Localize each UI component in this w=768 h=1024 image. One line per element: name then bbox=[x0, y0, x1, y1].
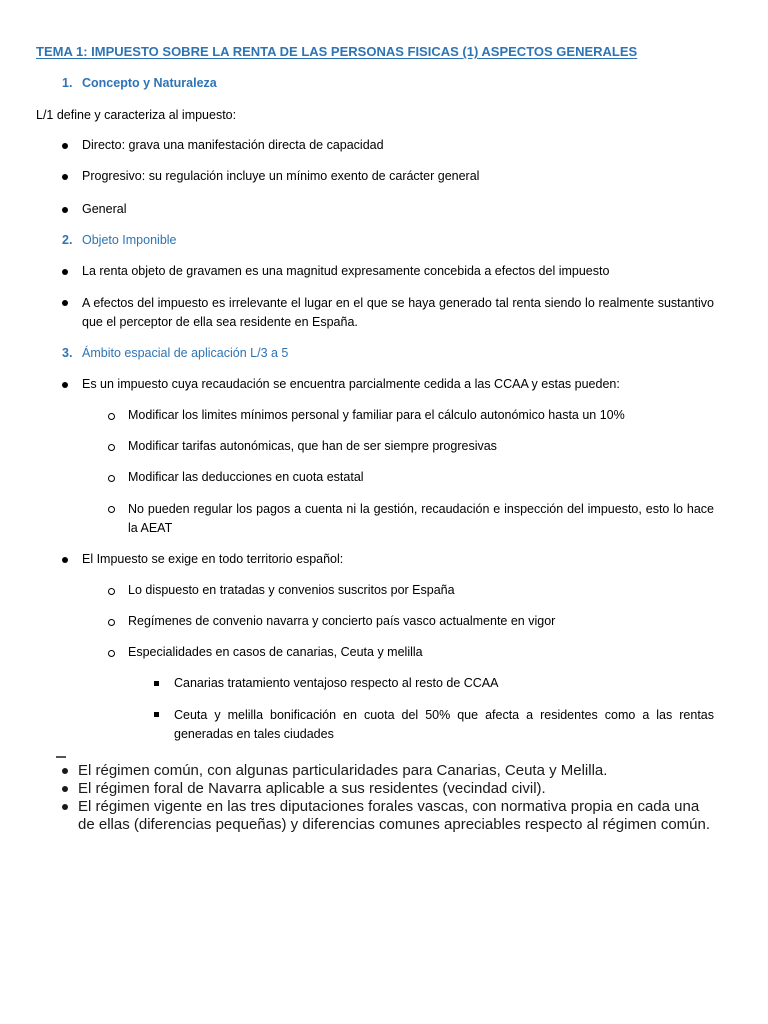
s3-sub1-item-3: Modificar las deducciones en cuota estatal bbox=[128, 470, 364, 484]
scanned-item bbox=[56, 798, 716, 834]
s3-sub1-item-1: Modificar los limites mínimos personal y familiar para el cálculo autonómico hasta un 10% bbox=[128, 408, 625, 422]
circle-bullet-icon bbox=[108, 619, 115, 626]
circle-bullet-icon bbox=[108, 650, 115, 657]
s3-sub2-item-1: Lo dispuesto en tratadas y convenios suscritos por España bbox=[128, 583, 455, 597]
circle-bullet-icon bbox=[108, 413, 115, 420]
s3-sub2-item-3: Especialidades en casos de canarias, Ceuta y melilla bbox=[128, 645, 423, 659]
section-1-heading: Concepto y Naturaleza bbox=[82, 76, 217, 90]
circle-bullet-icon bbox=[108, 506, 115, 513]
section-3-heading: Ámbito espacial de aplicación L/3 a 5 bbox=[82, 346, 289, 360]
circle-bullet-icon bbox=[108, 588, 115, 595]
s3-sub1-item-4: No pueden regular los pagos a cuenta ni la gestión, recaudación e inspección del impuesto, esto lo hace la AEAT bbox=[128, 502, 714, 535]
s3-sub1-item-2: Modificar tarifas autonómicas, que han de ser siempre progresivas bbox=[128, 439, 497, 453]
section-1-number: 1. bbox=[62, 76, 73, 90]
bullet-icon bbox=[62, 269, 68, 275]
bullet-icon bbox=[62, 174, 68, 180]
s1-bullet-1: Directo: grava una manifestación directa de capacidad bbox=[82, 138, 384, 152]
scanned-item-text: El régimen vigente en las tres diputaciones forales vascas, con normativa propia en cada una de ellas (diferencias pequeñas) y diferencias comunes apreciables respecto al régimen común. bbox=[78, 798, 711, 833]
bullet-icon bbox=[62, 786, 68, 792]
bullet-icon bbox=[62, 143, 68, 149]
s3-sub2-item-2: Regímenes de convenio navarra y concierto país vasco actualmente en vigor bbox=[128, 614, 556, 628]
section-2-number: 2. bbox=[62, 233, 73, 247]
s2-bullet-2: A efectos del impuesto es irrelevante el lugar en el que se haya generado tal renta siendo lo realmente sustantivo que el perceptor de ella sea residente en España. bbox=[82, 296, 714, 329]
intro-text: L/1 define y caracteriza al impuesto: bbox=[36, 108, 237, 122]
square-bullet-icon bbox=[154, 712, 159, 717]
scan-artifact bbox=[56, 756, 66, 758]
s3-subsub-item-1: Canarias tratamiento ventajoso respecto al resto de CCAA bbox=[174, 676, 499, 690]
s3-bullet-1: Es un impuesto cuya recaudación se encuentra parcialmente cedida a las CCAA y estas pueden: bbox=[82, 377, 620, 391]
section-3-number: 3. bbox=[62, 346, 73, 360]
bullet-icon bbox=[62, 207, 68, 213]
s2-bullet-1: La renta objeto de gravamen es una magnitud expresamente concebida a efectos del impuesto bbox=[82, 264, 610, 278]
document-title: TEMA 1: IMPUESTO SOBRE LA RENTA DE LAS PERSONAS FISICAS (1) ASPECTOS GENERALES bbox=[36, 44, 638, 59]
square-bullet-icon bbox=[154, 681, 159, 686]
scanned-item bbox=[56, 780, 716, 798]
s3-bullet-2: El Impuesto se exige en todo territorio español: bbox=[82, 552, 344, 566]
bullet-icon bbox=[62, 382, 68, 388]
bullet-icon bbox=[62, 300, 68, 306]
scanned-item-text: El régimen foral de Navarra aplicable a sus residentes (vecindad civil). bbox=[78, 780, 546, 797]
scanned-item bbox=[56, 762, 716, 780]
s1-bullet-2: Progresivo: su regulación incluye un mínimo exento de carácter general bbox=[82, 169, 480, 183]
scanned-item-text: El régimen común, con algunas particularidades para Canarias, Ceuta y Melilla. bbox=[78, 762, 608, 779]
circle-bullet-icon bbox=[108, 444, 115, 451]
s1-bullet-3: General bbox=[82, 202, 127, 216]
s3-subsub-item-2: Ceuta y melilla bonificación en cuota del 50% que afecta a residentes como a las rentas generadas en tales ciudades bbox=[174, 708, 714, 741]
bullet-icon bbox=[62, 804, 68, 810]
section-2-heading: Objeto Imponible bbox=[82, 233, 177, 247]
scanned-excerpt bbox=[56, 762, 716, 834]
bullet-icon bbox=[62, 557, 68, 563]
circle-bullet-icon bbox=[108, 475, 115, 482]
bullet-icon bbox=[62, 768, 68, 774]
